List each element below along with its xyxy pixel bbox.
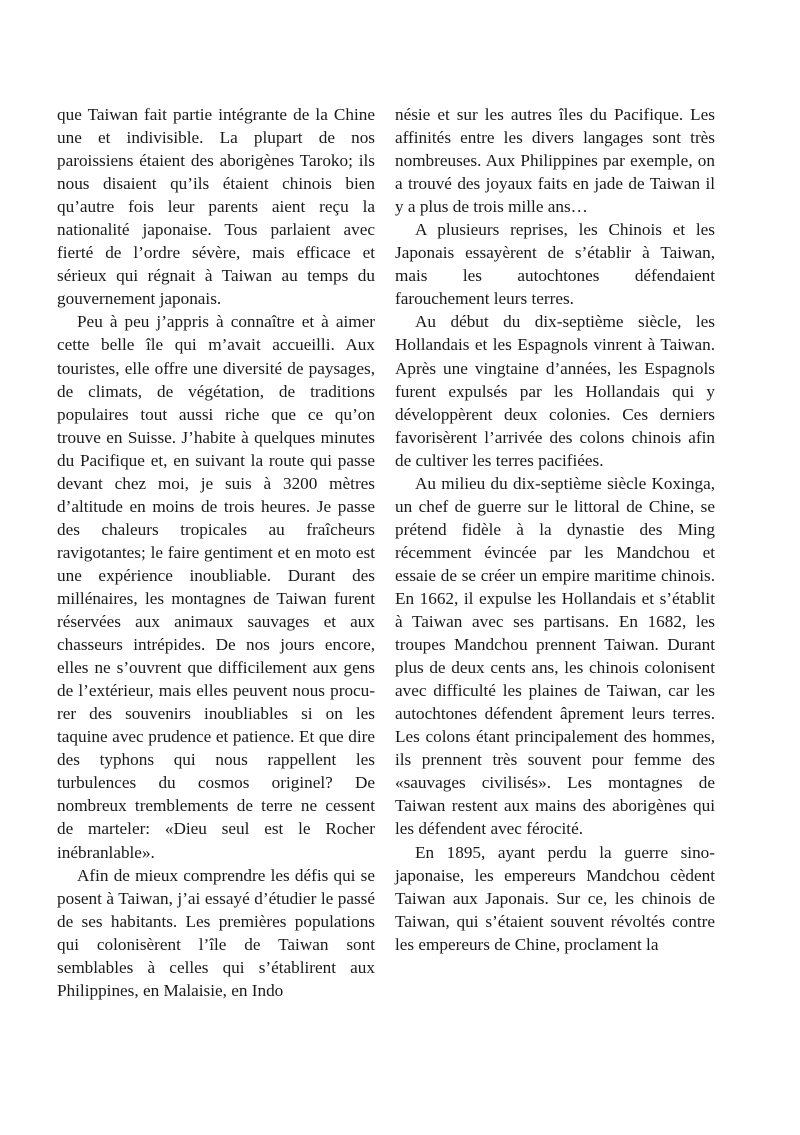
paragraph: que Taiwan fait partie intégrante de la Chine une et indivisible. La plupart de nos paroissiens étaient des aborigènes Taroko; ils nous disaient qu’ils étaient chinois bien qu’autre fois leur parents aient reçu la nationalité japonaise. Tous parlaient avec fierté de l’ordre sévère, mais efficace et sérieux qui régnait à Taiwan au temps du gouvernement japonais. bbox=[57, 105, 375, 309]
paragraph: nésie et sur les autres îles du Pacifique. Les affinités entre les divers langages sont très nombreuses. Aux Philippines par exemple, on a trouvé des joyaux faits en jade de Taiwan il y a plus de trois mille ans… bbox=[395, 105, 715, 217]
paragraph: Afin de mieux comprendre les défis qui se posent à Taiwan, j’ai essayé d’étudier le passé de ses habitants. Les premières populations qui colonisèrent l’île de Taiwan sont semblables à celles qui s’établirent aux Philippines, en Malaisie, en Indo bbox=[57, 865, 375, 1000]
paragraph: En 1895, ayant perdu la guerre sino-japonaise, les empereurs Mandchou cèdent Taiwan aux Japonais. Sur ce, les chinois de Taiwan, qui s’étaient souvent révoltés contre les empereurs de Chine, proclament la bbox=[395, 842, 715, 954]
right-column bbox=[395, 103, 715, 956]
paragraph: Au milieu du dix-septième siècle Koxinga, un chef de guerre sur le littoral de Chine, se prétend fidèle à la dynastie des Ming récemment évincée par les Mandchou et essaie de se créer un empire maritime chinois. En 1662, il expulse les Hollandais et s’établit à Taiwan avec ses partisans. En 1682, les troupes Mandchou prennent Taiwan. Durant plus de deux cents ans, les chinois colonisent avec difficulté les plaines de Taiwan, car les autochtones défendent âprement leurs terres. Les colons étant principalement des hommes, ils prennent très souvent pour femme des «sauvages civilisés». Les montagnes de Taiwan restent aux mains des aborigènes qui les défendent avec férocité. bbox=[395, 473, 715, 839]
left-column bbox=[57, 103, 375, 1002]
paragraph: Au début du dix-septième siècle, les Hollandais et les Espagnols vinrent à Taiwan. Après une vingtaine d’années, les Espagnols furent expulsés par les Hollandais qui y développèrent deux colonies. Ces derniers favorisèrent l’arrivée des colons chinois afin de cultiver les terres pacifiées. bbox=[395, 312, 715, 470]
paragraph: A plusieurs reprises, les Chinois et les Japonais essayèrent de s’établir à Taiwan, mais les autochtones défendaient farouchement leurs terres. bbox=[395, 220, 715, 309]
paragraph: Peu à peu j’appris à connaître et à aimer cette belle île qui m’avait accueilli. Aux touristes, elle offre une diversité de paysages, de climats, de végétation, de traditions populaires tout aussi riche que ce qu’on trouve en Suisse. J’habite à quelques minutes du Pacifique et, en suivant la route qui passe devant chez moi, je suis à 3200 mètres d’altitude en moins de trois heures. Je passe des chaleurs tropicales au fraîcheurs ravigotantes; le faire gentiment et en moto est une expérience inoubliable. Durant des millénaires, les montagnes de Taiwan furent réservées aux animaux sauvages et aux chasseurs intrépides. De nos jours encore, elles ne s’ouvrent que difficilement aux gens de l’extérieur, mais elles peuvent nous procurer des souvenirs inoubliables si on les taquine avec prudence et patience. Et que dire des typhons qui nous rappellent les turbulences du cosmos originel? De nombreux tremblements de terre ne cessent de marteler: «Dieu seul est le Rocher inébranlable». bbox=[57, 312, 375, 862]
